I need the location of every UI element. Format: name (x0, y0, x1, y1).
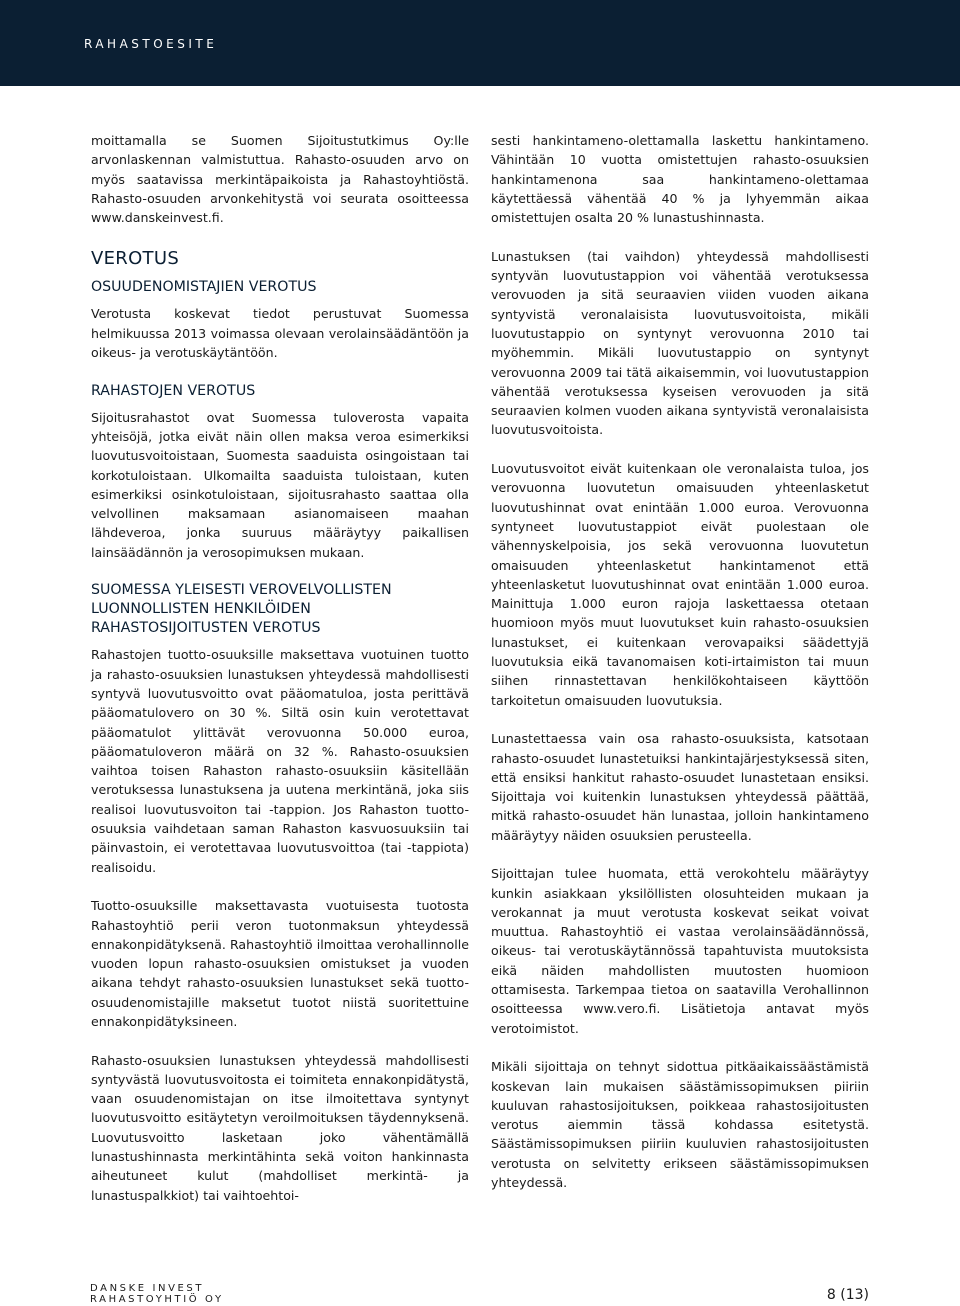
right-paragraph-5: Sijoittajan tulee huomata, että verokohtelu määräytyy kunkin asiakkaan yksilöllisten olosuhteiden mukaan ja verokannat ja muut verotusta koskevat seikat voivat muuttua. Rahastoyhtiö ei vastaa verolainsäädännössä, oikeus- tai verotuskäytännössä tapahtuvista muutoksista eikä näiden mahdollisten muutosten huomioon ottamisesta. Tarkempaa tietoa on saatavilla Verohallinnon osoitteessa www.vero.fi. Lisätietoja antavat myös verotoimistot. (491, 866, 869, 1036)
intro-paragraph: moittamalla se Suomen Sijoitustutkimus Oy:lle arvonlaskennan valmistuttua. Rahasto-osuuden arvo on myös saatavissa merkintäpaikoista ja Rahastoyhtiöstä. Rahasto-osuuden arvonkehitystä voi seurata osoitteessa www.danskeinvest.fi. (91, 133, 469, 226)
individual-taxation-paragraph-2: Tuotto-osuuksille maksettavasta vuotuisesta tuotosta Rahastoyhtiö perii veron tuotonmaksun yhteydessä ennakonpidätyksenä. Rahastoyhtiö ilmoittaa verohallinnolle vuoden lopun rahasto-osuuksien omistukset ja vuoden aikana tehdyt rahasto-osuuksien lunastukset sekä tuotto-osuudenomistajille maksetut tuotot niistä suoritettuine ennakonpidätyksineen. (91, 898, 469, 1029)
left-column (91, 131, 469, 1205)
brand-company: RAHASTOYHTIÖ OY (90, 1294, 224, 1305)
header-bar (0, 0, 960, 86)
subheading-individual-taxation: SUOMESSA YLEISESTI VEROVELVOLLISTEN LUONNOLLISTEN HENKILÖIDEN RAHASTOSIJOITUSTEN VEROTUS (91, 582, 392, 637)
subheading-fund-taxation: RAHASTOJEN VEROTUS (91, 382, 256, 399)
right-column (491, 131, 869, 1192)
fund-taxation-text: Sijoitusrahastot ovat Suomessa tuloverosta vapaita yhteisöjä, jotka eivät näin ollen maksa veroa esimerkiksi luovutusvoitoistaan, Suomesta saaduista osingoistaan tai korkotuloistaan. Ulkomailta saaduista tuloistaan, kuten esimerkiksi osinkotuloistaan, sijoitusrahasto saattaa olla velvollinen maksamaan asianomaiseen maahan lähdeveroa, jonka suuruus määräytyy paikallisen lainsäädännön ja verosopimuksen mukaan. (91, 409, 469, 560)
document-title: RAHASTOESITE (84, 37, 218, 51)
footer-brand (90, 1283, 224, 1305)
individual-taxation-paragraph-3: Rahasto-osuuksien lunastuksen yhteydessä mahdollisesti syntyvästä luovutusvoitosta ei toimiteta ennakonpidätystä, vaan osuudenomistajan on itse ilmoitettava syntynyt luovutusvoitto esitäytetyn veroilmoituksen täydennyksenä. Luovutusvoitto lasketaan joko vähentämällä lunastushinnasta merkintähinta sekä voiton hankinnasta aiheutuneet kulut (mahdolliset merkintä- ja lunastuspalkkiot) tai vaihtoehtoi- (91, 1052, 469, 1203)
subheading-owner-taxation: OSUUDENOMISTAJIEN VEROTUS (91, 279, 317, 296)
right-paragraph-4: Lunastettaessa vain osa rahasto-osuuksista, katsotaan rahasto-osuudet lunastetuiksi hankintajärjestyksessä siten, että ensiksi hankitut rahasto-osuudet lunastetaan ensiksi. Sijoittaja voi kuitenkin lunastuksen yhteydessä päättää, mitkä rahasto-osuudet hän lunastaa, jolloin hankintameno määräytyy näiden osuuksien perusteella. (491, 731, 869, 843)
owner-taxation-text: Verotusta koskevat tiedot perustuvat Suomessa helmikuussa 2013 voimassa olevaan verolainsäädäntöön ja oikeus- ja verotuskäytäntöön. (91, 306, 469, 361)
section-heading-verotus: VEROTUS (91, 248, 180, 270)
page-number: 8 (13) (826, 1287, 869, 1303)
right-paragraph-3: Luovutusvoitot eivät kuitenkaan ole veronalaista tuloa, jos verovuonna luovutetun omaisuuden yhteenlasketut luovutushinnat ovat enintään 1.000 euroa. Verovuonna syntyneet luovutustappiot eivät puolestaan ole vähennyskelpoisia, jos sekä verovuonna luovutetun omaisuuden yhteenlasketut hankintamenot että yhteenlasketut luovutushinnat ovat enintään 1.000 euroa. Mainittuja 1.000 euron rajoja laskettaessa otetaan huomioon myös muut luovutukset kuin rahasto-osuuksien lunastukset, ei kuitenkaan verovapaiksi säädettyjä luovutuksia eikä tavanomaisen koti-irtaimiston tai muun siihen rinnastettavan henkilökohtaiseen käyttöön tarkoitetun omaisuuden luovutuksia. (491, 461, 869, 708)
right-paragraph-6: Mikäli sijoittaja on tehnyt sidottua pitkäaikaissäästämistä koskevan lain mukaisen säästämissopimuksen piiriin kuuluvan rahastosijoituksen, poikkeaa rahastosijoitusten verotus aiemmin tässä kohdassa esitetystä. Säästämissopimuksen piiriin kuuluvien rahastosijoitusten verotusta on selvitetty erikseen säästämissopimuksen yhteydessä. (491, 1059, 869, 1191)
right-paragraph-1: sesti hankintameno-olettamalla laskettu hankintameno. Vähintään 10 vuotta omistettujen rahasto-osuuksien hankintamenona saa hankintameno-olettamaa käytettäessä vähentää 40 % ja lyhyemmän aikaa omistettujen osalta 20 % lunastushinnasta. (491, 133, 869, 226)
brand-name: DANSKE INVEST (90, 1283, 205, 1294)
right-paragraph-2: Lunastuksen (tai vaihdon) yhteydessä mahdollisesti syntyvän luovutustappion voi vähentää verotuksessa verovuoden ja sitä seuraavien viiden vuoden aikana syntyvistä veronalaisista luovutusvoitoista, mikäli luovutustappio on syntynyt verovuonna 2010 tai myöhemmin. Mikäli luovutustappio on syntynyt verovuonna 2009 tai tätä aikaisemmin, voi luovutustappion vähentää verotuksessa kyseisen verovuoden ja sitä seuraavien kolmen vuoden aikana syntyvistä veronalaisista luovutusvoitoista. (491, 248, 869, 438)
individual-taxation-paragraph-1: Rahastojen tuotto-osuuksille maksettava vuotuinen tuotto ja rahasto-osuuksien lunastuksen yhteydessä mahdollisesti syntyvä luovutusvoitto ovat pääomatuloa, josta perittävä pääomatulovero on 30 %. Siltä osin kuin verotettavat pääomatulot ylittävät verovuonna 50.000 euroa, pääomatuloveron määrä on 32 %. Rahasto-osuuksien vaihtoa toisen Rahaston rahasto-osuuksiin käsitellään verotuksessa lunastuksena ja uutena merkintänä, joka siis realisoi luovutusvoiton tai -tappion. Jos Rahaston tuotto-osuuksia vaihdetaan saman Rahaston kasvuosuuksiin tai päinvastoin, ei verotettavaa luovutusvoittoa (tai -tappiota) realisoidu. (91, 647, 469, 875)
